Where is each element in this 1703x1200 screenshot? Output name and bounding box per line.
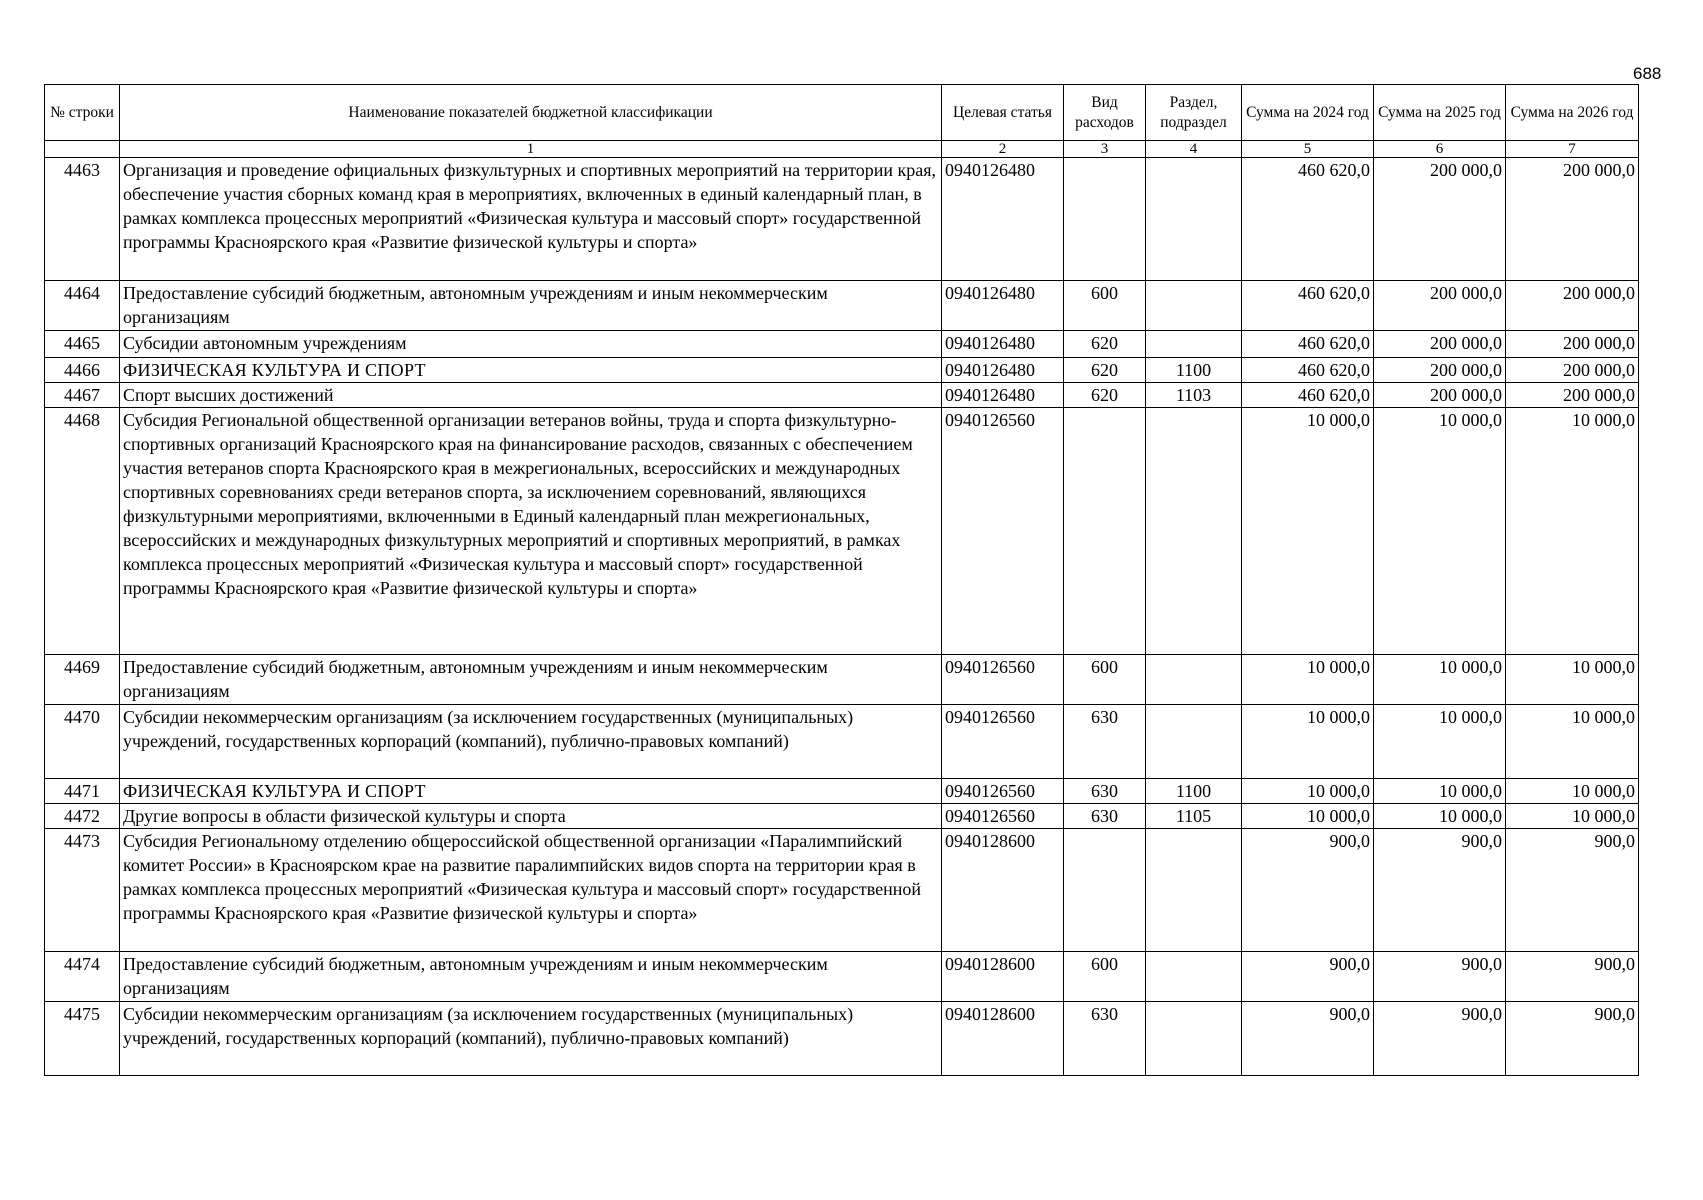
row-section: 1105 [1146,804,1242,829]
row-number: 4473 [45,829,120,952]
row-number: 4475 [45,1002,120,1076]
row-number: 4474 [45,952,120,1002]
row-kind: 600 [1064,655,1146,705]
header-num-2024: 5 [1242,141,1374,158]
row-number: 4469 [45,655,120,705]
row-kind [1064,829,1146,952]
row-name: Организация и проведение официальных физкультурных и спортивных мероприятий на территории края, обеспечение участия сборных команд края в мероприятиях, включенных в единый календарный план, в рамках комплекса процессных мероприятий «Физическая культура и массовый спорт» государственной программы Красноярского края «Развитие физической культуры и спорта» [120,158,942,281]
row-target: 0940128600 [942,952,1064,1002]
row-name: Субсидии некоммерческим организациям (за исключением государственных (муниципальных) учреждений, государственных корпораций (компаний), публично-правовых компаний) [120,1002,942,1076]
row-sum-2025: 900,0 [1374,829,1506,952]
table-row [45,655,1639,705]
header-num-target: 2 [942,141,1064,158]
header-kind: Вид расходов [1064,85,1146,141]
row-number: 4472 [45,804,120,829]
table-row [45,331,1639,358]
row-name: Субсидии автономным учреждениям [120,331,942,358]
table-row [45,804,1639,829]
row-section [1146,829,1242,952]
row-sum-2025: 10 000,0 [1374,655,1506,705]
row-sum-2026: 10 000,0 [1506,705,1639,779]
row-number: 4464 [45,281,120,331]
row-section [1146,158,1242,281]
row-kind: 630 [1064,779,1146,804]
row-sum-2024: 10 000,0 [1242,804,1374,829]
row-sum-2025: 10 000,0 [1374,408,1506,655]
row-target: 0940126480 [942,358,1064,383]
row-sum-2025: 200 000,0 [1374,383,1506,408]
row-sum-2024: 900,0 [1242,952,1374,1002]
row-target: 0940126560 [942,705,1064,779]
page-number: 688 [1633,64,1662,83]
row-number: 4465 [45,331,120,358]
row-section [1146,705,1242,779]
row-sum-2025: 10 000,0 [1374,779,1506,804]
row-name: Субсидии некоммерческим организациям (за исключением государственных (муниципальных) учреждений, государственных корпораций (компаний), публично-правовых компаний) [120,705,942,779]
row-sum-2026: 900,0 [1506,1002,1639,1076]
row-target: 0940128600 [942,829,1064,952]
header-sum-2024: Сумма на 2024 год [1242,85,1374,141]
row-sum-2026: 900,0 [1506,952,1639,1002]
row-kind: 620 [1064,383,1146,408]
row-sum-2026: 200 000,0 [1506,358,1639,383]
header-num-2026: 7 [1506,141,1639,158]
row-section: 1103 [1146,383,1242,408]
header-num-section: 4 [1146,141,1242,158]
row-sum-2025: 200 000,0 [1374,158,1506,281]
row-sum-2025: 10 000,0 [1374,705,1506,779]
row-sum-2024: 460 620,0 [1242,281,1374,331]
row-name: Спорт высших достижений [120,383,942,408]
row-name: Субсидия Региональному отделению общероссийской общественной организации «Паралимпийский комитет России» в Красноярском крае на развитие паралимпийских видов спорта на территории края в рамках комплекса процессных мероприятий «Физическая культура и массовый спорт» государственной программы Красноярского края «Развитие физической культуры и спорта» [120,829,942,952]
row-kind [1064,158,1146,281]
row-sum-2025: 200 000,0 [1374,331,1506,358]
header-num-kind: 3 [1064,141,1146,158]
row-kind [1064,408,1146,655]
header-num-2025: 6 [1374,141,1506,158]
table-row [45,779,1639,804]
row-section [1146,1002,1242,1076]
row-section [1146,952,1242,1002]
table-row [45,408,1639,655]
row-kind: 630 [1064,705,1146,779]
row-target: 0940126480 [942,158,1064,281]
row-sum-2025: 900,0 [1374,952,1506,1002]
row-sum-2026: 200 000,0 [1506,281,1639,331]
row-kind: 620 [1064,358,1146,383]
row-number: 4470 [45,705,120,779]
row-kind: 600 [1064,952,1146,1002]
row-target: 0940126560 [942,779,1064,804]
row-sum-2024: 900,0 [1242,829,1374,952]
table-row [45,383,1639,408]
table-header [45,85,1639,158]
row-sum-2026: 10 000,0 [1506,408,1639,655]
table-row [45,705,1639,779]
row-sum-2024: 460 620,0 [1242,331,1374,358]
row-section: 1100 [1146,779,1242,804]
header-section: Раздел, подраздел [1146,85,1242,141]
row-section: 1100 [1146,358,1242,383]
row-number: 4467 [45,383,120,408]
header-target: Целевая статья [942,85,1064,141]
row-sum-2025: 10 000,0 [1374,804,1506,829]
row-sum-2024: 460 620,0 [1242,358,1374,383]
row-sum-2026: 200 000,0 [1506,331,1639,358]
row-kind: 630 [1064,1002,1146,1076]
row-sum-2026: 10 000,0 [1506,655,1639,705]
row-name: Другие вопросы в области физической культуры и спорта [120,804,942,829]
row-name: Предоставление субсидий бюджетным, автономным учреждениям и иным некоммерческим организациям [120,952,942,1002]
row-kind: 620 [1064,331,1146,358]
row-target: 0940126480 [942,383,1064,408]
row-sum-2024: 10 000,0 [1242,779,1374,804]
row-target: 0940126560 [942,408,1064,655]
header-name: Наименование показателей бюджетной классификации [120,85,942,141]
row-kind: 600 [1064,281,1146,331]
row-number: 4466 [45,358,120,383]
row-name: ФИЗИЧЕСКАЯ КУЛЬТУРА И СПОРТ [120,779,942,804]
row-name: Предоставление субсидий бюджетным, автономным учреждениям и иным некоммерческим организациям [120,281,942,331]
row-name: ФИЗИЧЕСКАЯ КУЛЬТУРА И СПОРТ [120,358,942,383]
row-number: 4468 [45,408,120,655]
row-sum-2024: 460 620,0 [1242,158,1374,281]
header-sum-2025: Сумма на 2025 год [1374,85,1506,141]
row-sum-2026: 200 000,0 [1506,158,1639,281]
row-number: 4471 [45,779,120,804]
row-section [1146,408,1242,655]
row-sum-2024: 10 000,0 [1242,655,1374,705]
row-sum-2025: 200 000,0 [1374,281,1506,331]
row-sum-2024: 460 620,0 [1242,383,1374,408]
table-body [45,158,1639,1076]
row-sum-2024: 900,0 [1242,1002,1374,1076]
row-section [1146,331,1242,358]
header-row-no: № строки [45,85,120,141]
header-sum-2026: Сумма на 2026 год [1506,85,1639,141]
row-sum-2026: 10 000,0 [1506,779,1639,804]
row-name: Субсидия Региональной общественной организации ветеранов войны, труда и спорта физкультурно-спортивных организаций Красноярского края на финансирование расходов, связанных с обеспечением участия ветеранов спорта Красноярского края в межрегиональных, всероссийских и международных спортивных соревнованиях среди ветеранов спорта, за исключением соревнований, являющихся физкультурными мероприятиями, включенными в Единый календарный план межрегиональных, всероссийских и международных физкультурных мероприятий и спортивных мероприятий, в рамках комплекса процессных мероприятий «Физическая культура и массовый спорт» государственной программы Красноярского края «Развитие физической культуры и спорта» [120,408,942,655]
budget-table [44,84,1639,1076]
row-sum-2025: 200 000,0 [1374,358,1506,383]
row-name: Предоставление субсидий бюджетным, автономным учреждениям и иным некоммерческим организациям [120,655,942,705]
header-num-name: 1 [120,141,942,158]
table-row [45,952,1639,1002]
row-target: 0940126560 [942,655,1064,705]
row-sum-2026: 10 000,0 [1506,804,1639,829]
row-sum-2025: 900,0 [1374,1002,1506,1076]
row-number: 4463 [45,158,120,281]
header-num-row [45,141,120,158]
row-target: 0940126480 [942,281,1064,331]
table-row [45,1002,1639,1076]
table-row [45,281,1639,331]
row-target: 0940126560 [942,804,1064,829]
row-section [1146,281,1242,331]
row-kind: 630 [1064,804,1146,829]
row-sum-2024: 10 000,0 [1242,408,1374,655]
table-row [45,358,1639,383]
row-target: 0940126480 [942,331,1064,358]
table-row [45,158,1639,281]
row-sum-2026: 900,0 [1506,829,1639,952]
row-target: 0940128600 [942,1002,1064,1076]
row-sum-2026: 200 000,0 [1506,383,1639,408]
table-row [45,829,1639,952]
row-section [1146,655,1242,705]
row-sum-2024: 10 000,0 [1242,705,1374,779]
